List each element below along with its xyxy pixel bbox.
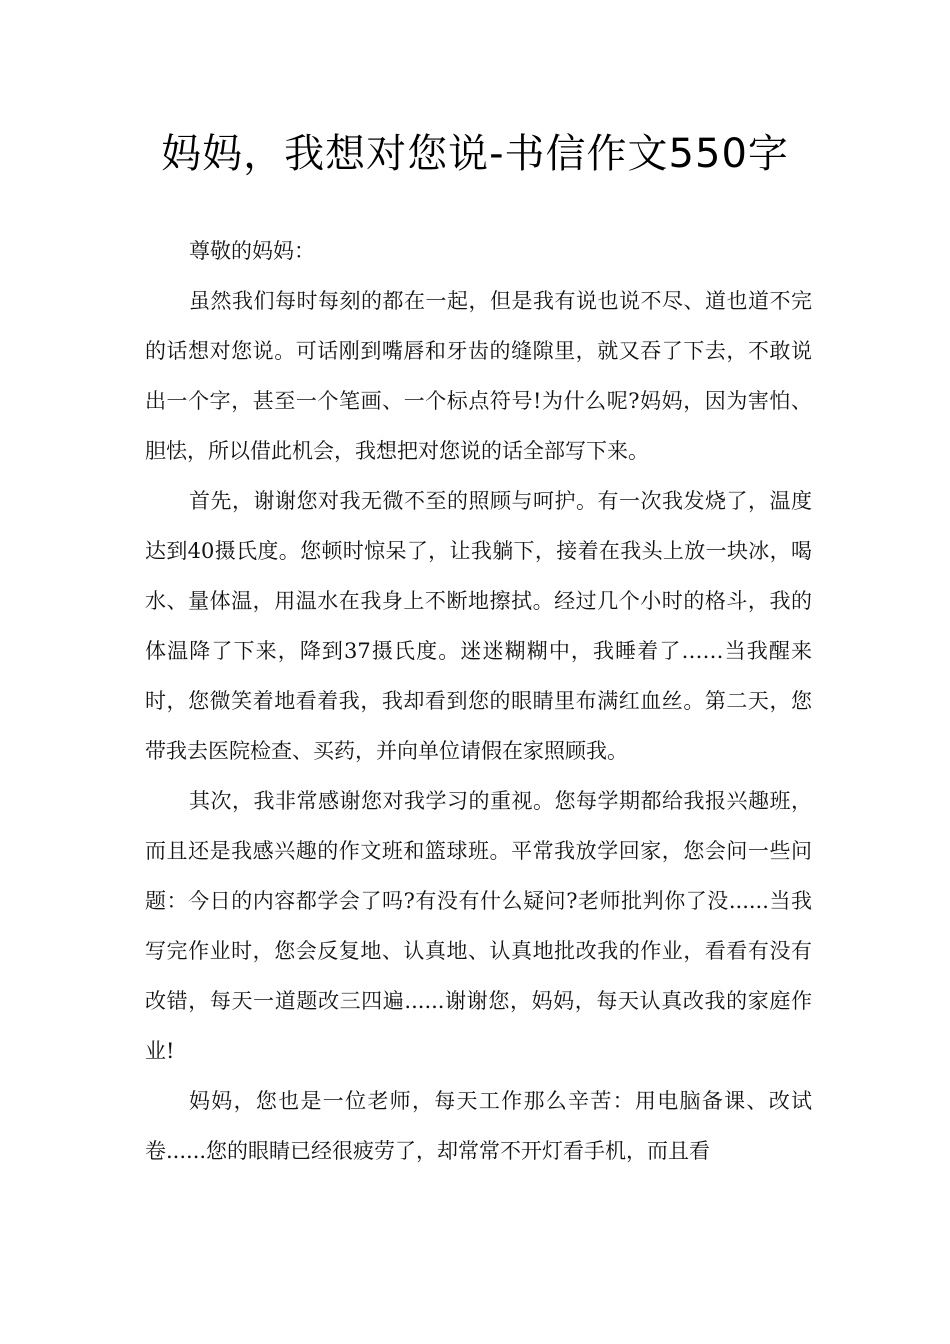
paragraph-work: 妈妈，您也是一位老师，每天工作那么辛苦：用电脑备课、改试卷......您的眼睛已经很疲劳了，却常常不开灯看手机，而且看 <box>145 1089 812 1163</box>
salutation: 尊敬的妈妈： <box>189 239 315 263</box>
document-body <box>145 226 812 1176</box>
paragraph-care: 首先，谢谢您对我无微不至的照顾与呵护。有一次我发烧了，温度达到40摄氏度。您顿时惊呆了，让我躺下，接着在我头上放一块冰，喝水、量体温，用温水在我身上不断地擦拭。经过几个小时的格斗，我的体温降了下来，降到37摄氏度。迷迷糊糊中，我睡着了……当我醒来时，您微笑着地看着我，我却看到您的眼睛里布满红血丝。第二天，您带我去医院检查、买药，并向单位请假在家照顾我。 <box>145 489 812 763</box>
paragraph-intro: 虽然我们每时每刻的都在一起，但是我有说也说不尽、道也道不完的话想对您说。可话刚到嘴唇和牙齿的缝隙里，就又吞了下去，不敢说出一个字，甚至一个笔画、一个标点符号!为什么呢?妈妈，因为害怕、胆怯，所以借此机会，我想把对您说的话全部写下来。 <box>145 289 812 463</box>
document-title: 妈妈，我想对您说-书信作文550字 <box>161 131 789 177</box>
paragraph-study: 其次，我非常感谢您对我学习的重视。您每学期都给我报兴趣班，而且还是我感兴趣的作文班和篮球班。平常我放学回家，您会问一些问题：今日的内容都学会了吗?有没有什么疑问?老师批判你了没......当我写完作业时，您会反复地、认真地、认真地批改我的作业，看看有没有改错，每天一道题改三四遍......谢谢您，妈妈，每天认真改我的家庭作业! <box>145 789 812 1063</box>
